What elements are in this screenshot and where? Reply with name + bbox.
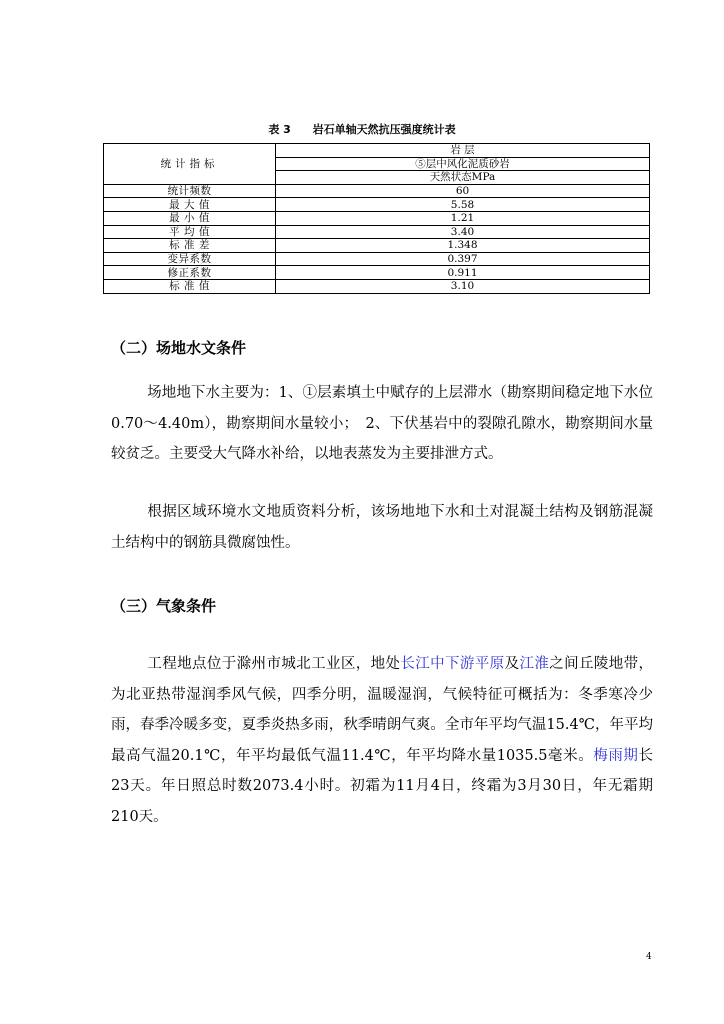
table-header-stratum: 岩 层	[276, 144, 650, 158]
table-row-label: 平 均 值	[104, 225, 276, 239]
table-row-label: 标 准 值	[104, 279, 276, 293]
paragraph-climate-text-d: 长23天。年日照总时数2073.4小时。初霜为11月4日，终霜为3月30日，年无霜期210天。	[111, 747, 654, 825]
table-row-label: 标 准 差	[104, 239, 276, 253]
table-row-value: 0.397	[276, 252, 650, 266]
table-row-value: 60	[276, 184, 650, 198]
section-heading-hydrology: （二）场地水文条件	[111, 339, 247, 357]
section-heading-climate: （三）气象条件	[111, 597, 217, 615]
link-yangtze-plain[interactable]: 长江中下游平原	[400, 656, 505, 672]
table-row-value: 0.911	[276, 266, 650, 280]
link-plum-rain-season[interactable]: 梅雨期	[593, 747, 639, 764]
table-row-label: 最 大 值	[104, 198, 276, 212]
table-caption	[0, 121, 724, 137]
paragraph-corrosion-text: 根据区域环境水文地质资料分析，该场地地下水和土对混凝土结构及钢筋混凝土结构中的钢筋具微腐蚀性。	[111, 504, 653, 551]
table-row-label: 变异系数	[104, 252, 276, 266]
table-row-value: 5.58	[276, 198, 650, 212]
table-row	[104, 252, 650, 266]
table-row	[104, 239, 650, 253]
paragraph-climate-text-c: 之间丘陵地带，为北亚热带湿润季风气候，四季分明，温暖湿润，气候特征可概括为：冬季寒冷少雨，春季冷暖多变，夏季炎热多雨，秋季晴朗气爽。全市年平均气温15.4℃，年平均最高气温20.1℃，年平均最低气温11.4℃，年平均降水量1035.5毫米。	[111, 656, 654, 764]
table-header-label: 统计指标	[104, 144, 276, 185]
paragraph-groundwater-text: 场地地下水主要为：1、①层素填土中赋存的上层滞水（勘察期间稳定地下水位0.70～4.40m），勘察期间水量较小； 2、下伏基岩中的裂隙孔隙水，勘察期间水量较贫乏。主要受大气降水补给，以地表蒸发为主要排泄方式。	[111, 385, 653, 462]
table-row-value: 1.21	[276, 211, 650, 225]
table-row-value: 1.348	[276, 239, 650, 253]
table-row	[104, 211, 650, 225]
table-header-layer: ⑤层中风化泥质砂岩	[276, 157, 650, 171]
page-number: 4	[646, 952, 652, 962]
table-header-row	[104, 144, 650, 158]
table-row	[104, 266, 650, 280]
statistics-table	[103, 143, 650, 294]
paragraph-corrosion	[111, 497, 653, 558]
table-row-value: 3.40	[276, 225, 650, 239]
table-row	[104, 279, 650, 293]
paragraph-climate	[111, 649, 653, 832]
table-row	[104, 184, 650, 198]
table-caption-number: 表 3	[268, 123, 291, 136]
table-header-unit: 天然状态MPa	[276, 171, 650, 185]
table-caption-title: 岩石单轴天然抗压强度统计表	[312, 123, 456, 136]
table-row-label: 统计频数	[104, 184, 276, 198]
paragraph-climate-text-b: 及	[504, 656, 520, 672]
table-row	[104, 198, 650, 212]
table-row	[104, 225, 650, 239]
table-row-value: 3.10	[276, 279, 650, 293]
table-row-label: 最 小 值	[104, 211, 276, 225]
paragraph-climate-text-a: 工程地点位于滁州市城北工业区，地处	[147, 656, 401, 672]
table-row-label: 修正系数	[104, 266, 276, 280]
paragraph-groundwater	[111, 378, 653, 470]
link-jianghuai[interactable]: 江淮	[519, 656, 550, 672]
